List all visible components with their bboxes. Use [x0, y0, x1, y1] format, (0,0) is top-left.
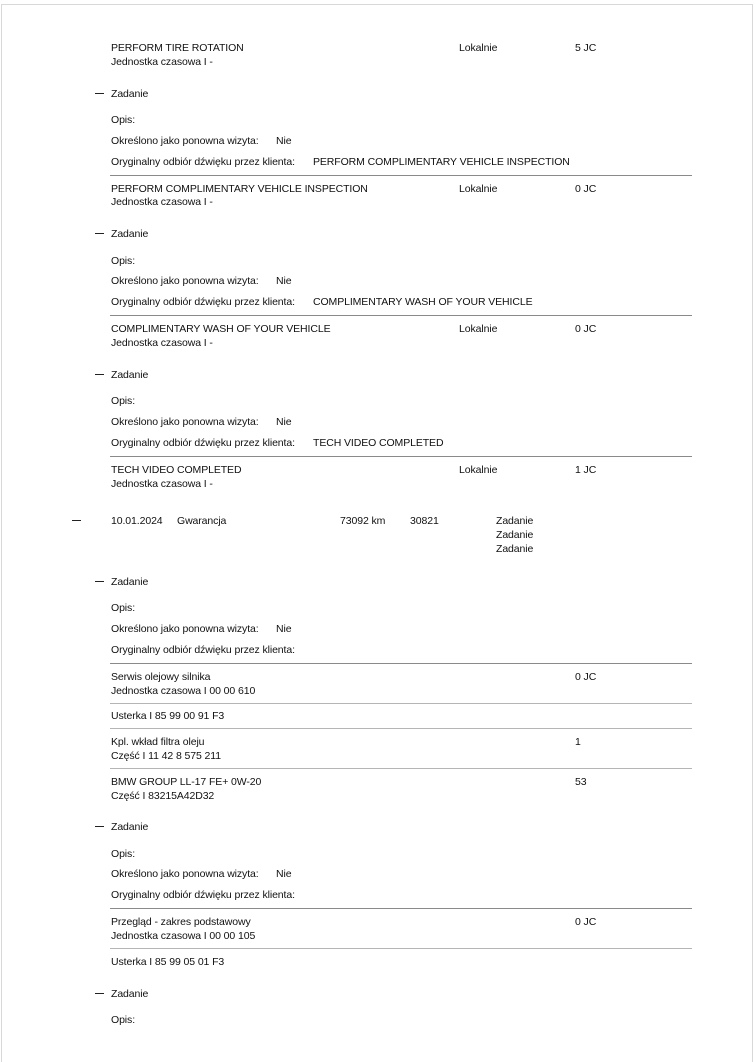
task-heading: Zadanie — [111, 228, 149, 240]
task-heading: Zadanie — [111, 88, 149, 100]
fault-code: Usterka I 85 99 05 01 F3 — [111, 956, 225, 968]
original-complaint-value: COMPLIMENTARY WASH OF YOUR VEHICLE — [313, 296, 533, 308]
original-complaint-value: PERFORM COMPLIMENTARY VEHICLE INSPECTION — [313, 156, 570, 168]
operation-location: Lokalnie — [459, 464, 498, 476]
operation-location: Lokalnie — [459, 323, 498, 335]
collapse-dash-icon[interactable] — [95, 826, 104, 827]
visit-number: 30821 — [410, 515, 439, 527]
task-heading: Zadanie — [111, 988, 149, 1000]
item-code: Część I 11 42 8 575 211 — [111, 750, 221, 762]
operation-jc: 0 JC — [575, 323, 597, 335]
collapse-dash-icon[interactable] — [95, 374, 104, 375]
original-complaint-label: Oryginalny odbiór dźwięku przez klienta: — [111, 644, 295, 656]
operation-name: COMPLIMENTARY WASH OF YOUR VEHICLE — [111, 323, 331, 335]
operation-name: PERFORM TIRE ROTATION — [111, 42, 244, 54]
description-label: Opis: — [111, 602, 136, 614]
revisit-label: Określono jako ponowna wizyta: — [111, 135, 259, 147]
item-code: Część I 83215A42D32 — [111, 790, 215, 802]
item-name: Przegląd - zakres podstawowy — [111, 916, 251, 928]
description-label: Opis: — [111, 395, 136, 407]
divider — [110, 175, 692, 176]
operation-name: TECH VIDEO COMPLETED — [111, 464, 242, 476]
operation-unit: Jednostka czasowa I - — [111, 337, 213, 349]
item-qty: 53 — [575, 776, 587, 788]
divider — [110, 908, 692, 909]
original-complaint-value: TECH VIDEO COMPLETED — [313, 437, 444, 449]
operation-location: Lokalnie — [459, 183, 498, 195]
original-complaint-label: Oryginalny odbiór dźwięku przez klienta: — [111, 296, 295, 308]
collapse-dash-icon[interactable] — [95, 581, 104, 582]
item-qty: 0 JC — [575, 916, 597, 928]
revisit-label: Określono jako ponowna wizyta: — [111, 275, 259, 287]
visit-date: 10.01.2024 — [111, 515, 163, 527]
item-qty: 1 — [575, 736, 581, 748]
operation-jc: 5 JC — [575, 42, 597, 54]
original-complaint-label: Oryginalny odbiór dźwięku przez klienta: — [111, 156, 295, 168]
original-complaint-label: Oryginalny odbiór dźwięku przez klienta: — [111, 889, 295, 901]
item-code: Jednostka czasowa I 00 00 105 — [111, 930, 256, 942]
item-name: Serwis olejowy silnika — [111, 671, 211, 683]
task-heading: Zadanie — [111, 369, 149, 381]
description-label: Opis: — [111, 848, 136, 860]
revisit-value: Nie — [276, 623, 292, 635]
collapse-dash-icon[interactable] — [95, 993, 104, 994]
visit-type: Gwarancja — [177, 515, 227, 527]
description-label: Opis: — [111, 1014, 136, 1026]
revisit-value: Nie — [276, 275, 292, 287]
divider — [110, 703, 692, 704]
collapse-visit-dash-icon[interactable] — [72, 520, 81, 521]
fault-code: Usterka I 85 99 00 91 F3 — [111, 710, 225, 722]
divider — [110, 948, 692, 949]
divider — [110, 768, 692, 769]
operation-name: PERFORM COMPLIMENTARY VEHICLE INSPECTION — [111, 183, 368, 195]
description-label: Opis: — [111, 114, 136, 126]
visit-task: Zadanie — [496, 529, 534, 541]
divider — [110, 456, 692, 457]
revisit-value: Nie — [276, 416, 292, 428]
item-code: Jednostka czasowa I 00 00 610 — [111, 685, 256, 697]
revisit-value: Nie — [276, 135, 292, 147]
collapse-dash-icon[interactable] — [95, 93, 104, 94]
visit-task: Zadanie — [496, 515, 534, 527]
task-heading: Zadanie — [111, 576, 149, 588]
divider — [110, 663, 692, 664]
operation-jc: 0 JC — [575, 183, 597, 195]
operation-unit: Jednostka czasowa I - — [111, 56, 213, 68]
item-name: Kpl. wkład filtra oleju — [111, 736, 205, 748]
operation-location: Lokalnie — [459, 42, 498, 54]
item-qty: 0 JC — [575, 671, 597, 683]
operation-jc: 1 JC — [575, 464, 597, 476]
divider — [110, 315, 692, 316]
description-label: Opis: — [111, 255, 136, 267]
revisit-label: Określono jako ponowna wizyta: — [111, 868, 259, 880]
operation-unit: Jednostka czasowa I - — [111, 196, 213, 208]
original-complaint-label: Oryginalny odbiór dźwięku przez klienta: — [111, 437, 295, 449]
divider — [110, 728, 692, 729]
operation-unit: Jednostka czasowa I - — [111, 478, 213, 490]
collapse-dash-icon[interactable] — [95, 233, 104, 234]
revisit-label: Określono jako ponowna wizyta: — [111, 623, 259, 635]
revisit-value: Nie — [276, 868, 292, 880]
task-heading: Zadanie — [111, 821, 149, 833]
visit-mileage: 73092 km — [340, 515, 386, 527]
item-name: BMW GROUP LL-17 FE+ 0W-20 — [111, 776, 262, 788]
visit-task: Zadanie — [496, 543, 534, 555]
revisit-label: Określono jako ponowna wizyta: — [111, 416, 259, 428]
